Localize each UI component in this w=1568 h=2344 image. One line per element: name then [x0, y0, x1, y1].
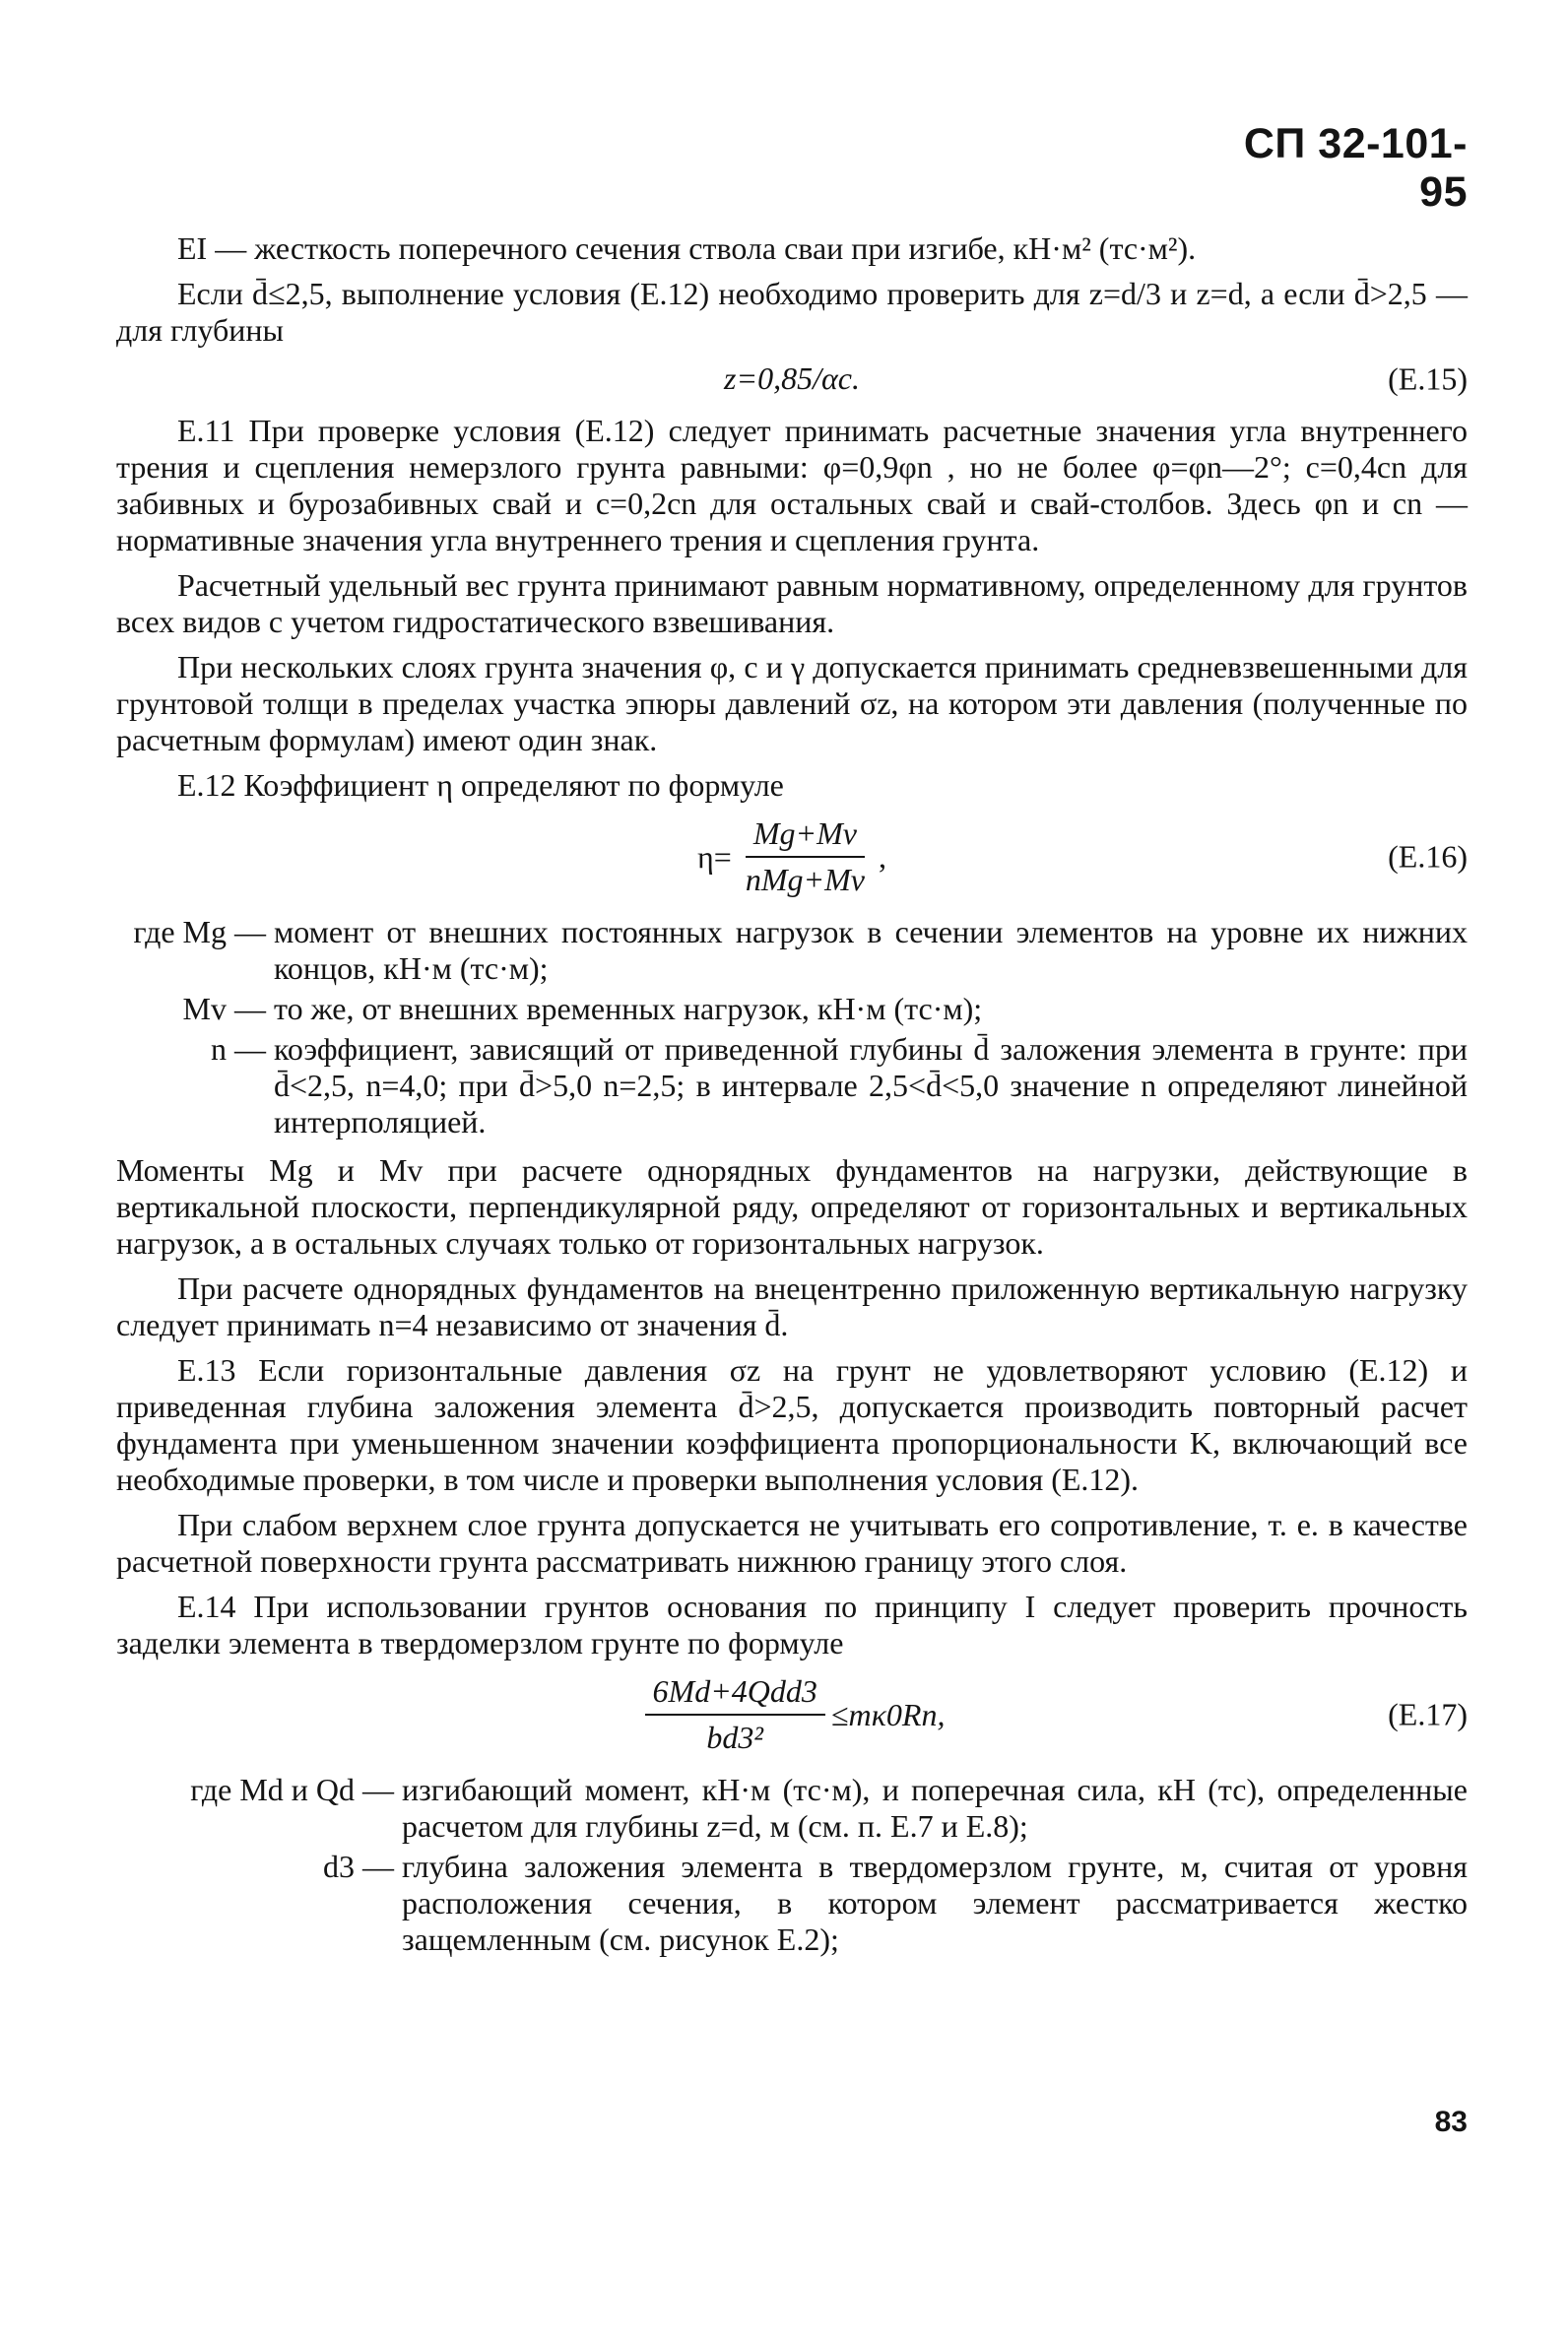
- formula-e16-tail: ,: [878, 838, 886, 875]
- paragraph-depth-condition: Если d̄≤2,5, выполнение условия (Е.12) необходимо проверить для z=d/3 и z=d, а если d̄>2,5 — для глубины: [116, 276, 1468, 348]
- formula-e16-lhs: η=: [697, 838, 732, 875]
- formula-e15-expression: z=0,85/αc.: [724, 360, 860, 396]
- formula-e15: [116, 360, 1468, 397]
- definition-md-qd: [116, 1772, 1468, 1845]
- paragraph-e12: Е.12 Коэффициент η определяют по формуле: [177, 767, 784, 803]
- formula-e16-numerator: Mg+Mv: [746, 815, 865, 858]
- paragraph-weak-layer: При слабом верхнем слое грунта допускается не учитывать его сопротивление, т. е. в качестве расчетной поверхности грунта рассматривать нижнюю границу этого слоя.: [116, 1507, 1468, 1579]
- definition-term: n —: [211, 1031, 266, 1067]
- definition-n: [116, 1031, 1468, 1140]
- paragraph-e13: Е.13 Если горизонтальные давления σz на грунт не удовлетворяют условию (Е.12) и приведенная глубина заложения элемента d̄>2,5, допускается производить повторный расчет фундамента при уменьшенном значении коэффициента пропорциональности K, включающий все необходимые проверки, в том числе и проверки выполнения условия (Е.12).: [116, 1352, 1468, 1497]
- paragraph-unit-weight: Расчетный удельный вес грунта принимают равным нормативному, определенному для грунтов всех видов с учетом гидростатического взвешивания.: [116, 567, 1468, 639]
- definition-term: d3 —: [323, 1849, 394, 1884]
- document-code: СП 32-101-95: [1243, 120, 1468, 216]
- page-number: 83: [1434, 2106, 1468, 2138]
- definition-text: коэффициент, зависящий от приведенной глубины d̄ заложения элемента в грунте: при d̄<2,5, n=4,0; при d̄>5,0 n=2,5; в интервале 2,5<d̄<5,0 значение n определяют линейной интерполяцией.: [274, 1031, 1468, 1139]
- definition-mg: [116, 914, 1468, 987]
- formula-e17: [116, 1673, 1468, 1756]
- page-body: [116, 230, 1468, 1962]
- formula-e17-fraction: [645, 1673, 825, 1756]
- definition-d3: [116, 1849, 1468, 1958]
- definition-mv: [116, 991, 1468, 1027]
- paragraph-e11: Е.11 При проверке условия (Е.12) следует принимать расчетные значения угла внутреннего трения и сцепления немерзлого грунта равными: φ=0,9φn , но не более φ=φn—2°; c=0,4cn для забивных и бурозабивных свай и c=0,2cn для остальных свай и свай-столбов. Здесь φn и cn — нормативные значения угла внутреннего трения и сцепления грунта.: [116, 413, 1469, 557]
- formula-e17-rhs: ≤mκ0Rn,: [830, 1696, 946, 1732]
- definition-text: то же, от внешних временных нагрузок, кН·м (тс·м);: [274, 991, 983, 1026]
- definition-term: Mv —: [182, 991, 266, 1026]
- definition-text: момент от внешних постоянных нагрузок в сечении элементов на уровне их нижних концов, кН·м (тс·м);: [274, 914, 1468, 986]
- paragraph-moments: Моменты Mg и Mv при расчете однорядных фундаментов на нагрузки, действующие в вертикальной плоскости, перпендикулярной ряду, определяют от горизонтальных и вертикальных нагрузок, а в остальных случаях только от горизонтальных нагрузок.: [116, 1152, 1468, 1261]
- paragraph-ei-definition: EI — жесткость поперечного сечения ствола сваи при изгибе, кН·м² (тс·м²).: [177, 230, 1197, 266]
- definition-text: глубина заложения элемента в твердомерзлом грунте, м, считая от уровня расположения сечения, в котором элемент рассматривается жестко защемленным (см. рисунок Е.2);: [402, 1849, 1468, 1957]
- formula-e15-number: (Е.15): [1388, 360, 1468, 396]
- paragraph-soil-layers: При нескольких слоях грунта значения φ, c и γ допускается принимать средневзвешенными для грунтовой толщи в пределах участка эпюры давлений σz, на котором эти давления (полученные по расчетным формулам) имеют один знак.: [116, 649, 1468, 757]
- formula-e17-number: (Е.17): [1388, 1696, 1468, 1732]
- definition-text: изгибающий момент, кН·м (тс·м), и поперечная сила, кН (тс), определенные расчетом для глубины z=d, м (см. п. Е.7 и Е.8);: [402, 1772, 1468, 1844]
- paragraph-e14: Е.14 При использовании грунтов основания по принципу I следует проверить прочность заделки элемента в твердомерзлом грунте по формуле: [116, 1589, 1468, 1660]
- formula-e16-number: (Е.16): [1388, 838, 1468, 875]
- definition-term: где Md и Qd —: [190, 1772, 394, 1807]
- formula-e17-numerator: 6Md+4Qdd3: [645, 1673, 825, 1716]
- paragraph-eccentric-load: При расчете однорядных фундаментов на внецентренно приложенную вертикальную нагрузку следует принимать n=4 независимо от значения d̄.: [116, 1270, 1468, 1342]
- definition-term: где Mg —: [133, 914, 266, 949]
- formula-e17-denominator: bd3²: [706, 1720, 763, 1755]
- formula-e16: [116, 815, 1468, 898]
- formula-e16-denominator: nMg+Mv: [745, 862, 865, 897]
- formula-e16-fraction: [738, 815, 873, 898]
